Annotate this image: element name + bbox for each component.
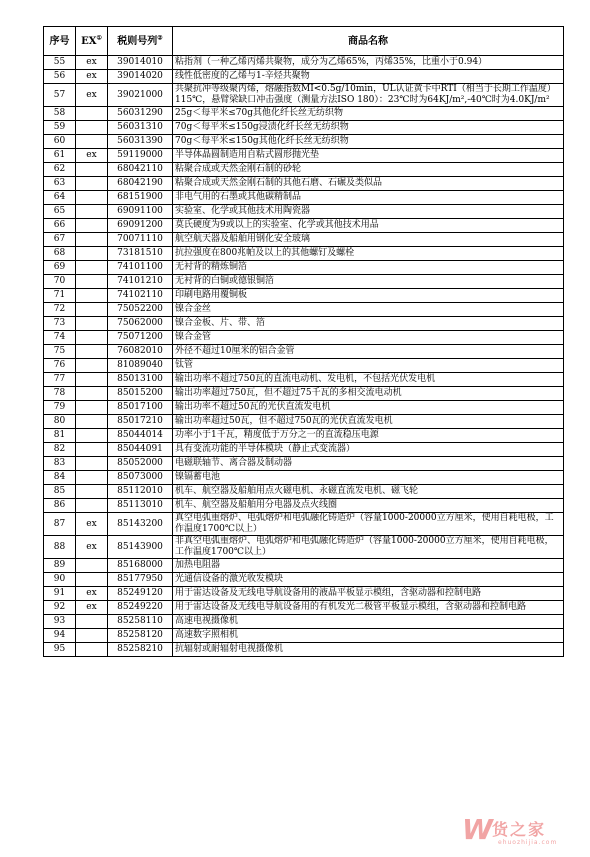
row-name: 无衬背的白铜或德银铜箔 xyxy=(173,275,564,289)
row-ex: ex xyxy=(76,601,108,615)
row-ex: ex xyxy=(76,513,108,536)
row-code: 85015200 xyxy=(108,387,173,401)
row-code: 85258120 xyxy=(108,629,173,643)
row-ex xyxy=(76,499,108,513)
row-seq: 64 xyxy=(44,191,76,205)
table-header-row xyxy=(44,27,564,56)
row-ex xyxy=(76,233,108,247)
row-code: 85249120 xyxy=(108,587,173,601)
row-ex xyxy=(76,261,108,275)
row-code: 39021000 xyxy=(108,84,173,107)
row-seq: 78 xyxy=(44,387,76,401)
row-seq: 72 xyxy=(44,303,76,317)
row-ex xyxy=(76,373,108,387)
row-code: 56031390 xyxy=(108,135,173,149)
row-seq: 63 xyxy=(44,177,76,191)
row-name: 输出功率不超过750瓦的直流电动机、发电机，不包括光伏发电机 xyxy=(173,373,564,387)
table-row xyxy=(44,56,564,70)
table-row xyxy=(44,289,564,303)
row-code: 68042110 xyxy=(108,163,173,177)
row-ex xyxy=(76,191,108,205)
row-seq: 87 xyxy=(44,513,76,536)
row-ex xyxy=(76,121,108,135)
row-ex xyxy=(76,177,108,191)
row-seq: 84 xyxy=(44,471,76,485)
row-code: 85112010 xyxy=(108,485,173,499)
row-seq: 59 xyxy=(44,121,76,135)
row-seq: 88 xyxy=(44,536,76,559)
row-seq: 66 xyxy=(44,219,76,233)
table-row xyxy=(44,429,564,443)
row-code: 68042190 xyxy=(108,177,173,191)
row-ex: ex xyxy=(76,149,108,163)
header-code-footnote: ② xyxy=(157,34,163,42)
row-code: 85073000 xyxy=(108,471,173,485)
watermark-logo xyxy=(462,811,572,851)
row-name: 半导体晶圆制造用自粘式圆形抛光垫 xyxy=(173,149,564,163)
table-row xyxy=(44,587,564,601)
table-row xyxy=(44,629,564,643)
row-code: 69091200 xyxy=(108,219,173,233)
row-code: 85044014 xyxy=(108,429,173,443)
table-row xyxy=(44,401,564,415)
row-ex xyxy=(76,219,108,233)
row-name: 用于雷达设备及无线电导航设备用的有机发光二极管平板显示模组，含驱动器和控制电路 xyxy=(173,601,564,615)
table-row xyxy=(44,149,564,163)
table-row xyxy=(44,135,564,149)
table-row xyxy=(44,331,564,345)
row-name: 70g＜每平米≤150g浸渍化纤长丝无纺织物 xyxy=(173,121,564,135)
row-ex xyxy=(76,429,108,443)
table-row xyxy=(44,485,564,499)
row-name: 70g＜每平米≤150g其他化纤长丝无纺织物 xyxy=(173,135,564,149)
row-ex xyxy=(76,359,108,373)
table-row xyxy=(44,359,564,373)
row-ex xyxy=(76,331,108,345)
row-code: 85168000 xyxy=(108,559,173,573)
row-ex xyxy=(76,135,108,149)
row-name: 电磁联轴节、离合器及制动器 xyxy=(173,457,564,471)
row-name: 25g＜每平米≤70g其他化纤长丝无纺织物 xyxy=(173,107,564,121)
row-code: 74101210 xyxy=(108,275,173,289)
row-ex xyxy=(76,485,108,499)
row-ex xyxy=(76,107,108,121)
row-seq: 83 xyxy=(44,457,76,471)
row-code: 85143200 xyxy=(108,513,173,536)
row-seq: 94 xyxy=(44,629,76,643)
table-row xyxy=(44,303,564,317)
row-seq: 90 xyxy=(44,573,76,587)
table-row xyxy=(44,345,564,359)
row-ex xyxy=(76,275,108,289)
row-ex: ex xyxy=(76,84,108,107)
table-body xyxy=(44,56,564,657)
row-seq: 65 xyxy=(44,205,76,219)
header-seq: 序号 xyxy=(44,27,76,56)
row-ex xyxy=(76,247,108,261)
header-ex: EX① xyxy=(76,27,108,56)
row-seq: 67 xyxy=(44,233,76,247)
row-code: 85017210 xyxy=(108,415,173,429)
row-ex xyxy=(76,615,108,629)
row-seq: 61 xyxy=(44,149,76,163)
row-ex xyxy=(76,205,108,219)
row-name: 实验室、化学或其他技术用陶瓷器 xyxy=(173,205,564,219)
row-seq: 76 xyxy=(44,359,76,373)
row-name: 镍合金板、片、带、箔 xyxy=(173,317,564,331)
watermark-url: ehuozhijia.com xyxy=(498,839,558,846)
header-ex-footnote: ① xyxy=(96,34,102,42)
row-seq: 71 xyxy=(44,289,76,303)
table-row xyxy=(44,471,564,485)
watermark-symbol: W xyxy=(462,813,493,846)
row-ex: ex xyxy=(76,536,108,559)
row-ex xyxy=(76,443,108,457)
row-ex xyxy=(76,457,108,471)
row-name: 具有变流功能的半导体模块（静止式变流器） xyxy=(173,443,564,457)
row-seq: 55 xyxy=(44,56,76,70)
row-ex xyxy=(76,401,108,415)
row-code: 56031290 xyxy=(108,107,173,121)
table-row xyxy=(44,219,564,233)
table-row xyxy=(44,205,564,219)
table-row xyxy=(44,601,564,615)
row-name: 莫氏硬度为9或以上的实验室、化学或其他技术用品 xyxy=(173,219,564,233)
table-row xyxy=(44,177,564,191)
table-row xyxy=(44,107,564,121)
row-code: 75062000 xyxy=(108,317,173,331)
row-seq: 89 xyxy=(44,559,76,573)
row-seq: 68 xyxy=(44,247,76,261)
row-code: 85013100 xyxy=(108,373,173,387)
row-seq: 74 xyxy=(44,331,76,345)
row-code: 74102110 xyxy=(108,289,173,303)
row-ex xyxy=(76,345,108,359)
row-code: 85258110 xyxy=(108,615,173,629)
row-seq: 80 xyxy=(44,415,76,429)
row-name: 非真空电弧重熔炉、电弧熔炉和电弧融化铸造炉（容量1000-20000立方厘米，使用自耗电极，工作温度1700℃以上） xyxy=(173,536,564,559)
table-row xyxy=(44,415,564,429)
table-row xyxy=(44,457,564,471)
row-seq: 60 xyxy=(44,135,76,149)
row-code: 85017100 xyxy=(108,401,173,415)
row-seq: 93 xyxy=(44,615,76,629)
row-seq: 75 xyxy=(44,345,76,359)
table-row xyxy=(44,513,564,536)
row-seq: 57 xyxy=(44,84,76,107)
row-seq: 95 xyxy=(44,643,76,657)
header-code: 税则号列② xyxy=(108,27,173,56)
row-code: 74101100 xyxy=(108,261,173,275)
row-name: 高速电视摄像机 xyxy=(173,615,564,629)
row-seq: 77 xyxy=(44,373,76,387)
table-row xyxy=(44,387,564,401)
row-ex xyxy=(76,289,108,303)
row-ex xyxy=(76,573,108,587)
row-name: 输出功率超过750瓦，但不超过75千瓦的多相交流电动机 xyxy=(173,387,564,401)
row-name: 高速数字照相机 xyxy=(173,629,564,643)
row-code: 75071200 xyxy=(108,331,173,345)
table-row xyxy=(44,443,564,457)
row-name: 机车、航空器及船舶用分电器及点火线圈 xyxy=(173,499,564,513)
row-ex xyxy=(76,643,108,657)
row-seq: 82 xyxy=(44,443,76,457)
table-row xyxy=(44,643,564,657)
row-code: 56031310 xyxy=(108,121,173,135)
row-code: 85143900 xyxy=(108,536,173,559)
row-seq: 81 xyxy=(44,429,76,443)
table-row xyxy=(44,275,564,289)
row-ex: ex xyxy=(76,70,108,84)
row-code: 76082010 xyxy=(108,345,173,359)
row-name: 非电气用的石墨或其他碳精制品 xyxy=(173,191,564,205)
row-code: 85052000 xyxy=(108,457,173,471)
row-code: 69091100 xyxy=(108,205,173,219)
table-row xyxy=(44,573,564,587)
row-code: 68151900 xyxy=(108,191,173,205)
row-seq: 73 xyxy=(44,317,76,331)
row-name: 真空电弧重熔炉、电弧熔炉和电弧融化铸造炉（容量1000-20000立方厘米，使用自耗电极，工作温度1700℃以上） xyxy=(173,513,564,536)
row-name: 抗拉强度在800兆帕及以上的其他螺钉及螺栓 xyxy=(173,247,564,261)
row-name: 粘聚合成或天然金刚石制的其他石磨、石碾及类似品 xyxy=(173,177,564,191)
row-code: 85249220 xyxy=(108,601,173,615)
row-name: 钛管 xyxy=(173,359,564,373)
row-name: 功率小于1千瓦，精度低于万分之一的直流稳压电源 xyxy=(173,429,564,443)
row-ex: ex xyxy=(76,56,108,70)
row-name: 外径不超过10厘米的铝合金管 xyxy=(173,345,564,359)
row-name: 输出功率不超过50瓦的光伏直流发电机 xyxy=(173,401,564,415)
row-code: 39014010 xyxy=(108,56,173,70)
table-row xyxy=(44,615,564,629)
row-seq: 91 xyxy=(44,587,76,601)
table-row xyxy=(44,317,564,331)
row-code: 85258210 xyxy=(108,643,173,657)
row-name: 加热电阻器 xyxy=(173,559,564,573)
row-name: 航空航天器及船舶用钢化安全玻璃 xyxy=(173,233,564,247)
row-seq: 69 xyxy=(44,261,76,275)
row-ex xyxy=(76,317,108,331)
row-name: 机车、航空器及船舶用点火磁电机、永磁直流发电机、磁飞轮 xyxy=(173,485,564,499)
row-ex: ex xyxy=(76,587,108,601)
header-name: 商品名称 xyxy=(173,27,564,56)
table-row xyxy=(44,536,564,559)
table-row xyxy=(44,499,564,513)
row-name: 印刷电路用覆铜板 xyxy=(173,289,564,303)
row-seq: 85 xyxy=(44,485,76,499)
row-name: 镍镉蓄电池 xyxy=(173,471,564,485)
row-name: 输出功率超过50瓦，但不超过750瓦的光伏直流发电机 xyxy=(173,415,564,429)
row-ex xyxy=(76,559,108,573)
row-ex xyxy=(76,471,108,485)
row-name: 共聚抗冲等级聚丙烯，熔融指数MI<0.5g/10min，UL认证黄卡中RTI（相当于长期工作温度）115℃，悬臂梁缺口冲击强度（测量方法ISO 180）：23℃时为64KJ/m²,-40℃时为4.0KJ/m² xyxy=(173,84,564,107)
row-ex xyxy=(76,303,108,317)
row-code: 73181510 xyxy=(108,247,173,261)
tariff-table xyxy=(43,26,564,657)
table-row xyxy=(44,121,564,135)
row-seq: 56 xyxy=(44,70,76,84)
row-ex xyxy=(76,163,108,177)
row-name: 粘指剂（一种乙烯丙烯共聚物，成分为乙烯65%，丙烯35%，比重小于0.94） xyxy=(173,56,564,70)
table-row xyxy=(44,247,564,261)
table-row xyxy=(44,559,564,573)
row-seq: 62 xyxy=(44,163,76,177)
table-row xyxy=(44,163,564,177)
row-code: 70071110 xyxy=(108,233,173,247)
row-code: 85177950 xyxy=(108,573,173,587)
watermark-text: 货之家 xyxy=(492,820,547,839)
row-seq: 86 xyxy=(44,499,76,513)
row-name: 无衬背的精炼铜箔 xyxy=(173,261,564,275)
row-seq: 70 xyxy=(44,275,76,289)
table-row xyxy=(44,373,564,387)
row-code: 85113010 xyxy=(108,499,173,513)
row-code: 59119000 xyxy=(108,149,173,163)
row-name: 线性低密度的乙烯与1-辛烃共聚物 xyxy=(173,70,564,84)
row-name: 粘聚合成或天然金刚石制的砂轮 xyxy=(173,163,564,177)
row-code: 75052200 xyxy=(108,303,173,317)
row-name: 用于雷达设备及无线电导航设备用的液晶平板显示模组，含驱动器和控制电路 xyxy=(173,587,564,601)
row-ex xyxy=(76,629,108,643)
table-row xyxy=(44,261,564,275)
row-code: 39014020 xyxy=(108,70,173,84)
row-seq: 58 xyxy=(44,107,76,121)
row-seq: 92 xyxy=(44,601,76,615)
table-row xyxy=(44,84,564,107)
row-ex xyxy=(76,415,108,429)
row-code: 85044091 xyxy=(108,443,173,457)
table-row xyxy=(44,191,564,205)
row-code: 81089040 xyxy=(108,359,173,373)
row-name: 镍合金丝 xyxy=(173,303,564,317)
row-name: 镍合金管 xyxy=(173,331,564,345)
row-name: 光通信设备的激光收发模块 xyxy=(173,573,564,587)
row-name: 抗辐射或耐辐射电视摄像机 xyxy=(173,643,564,657)
table-row xyxy=(44,70,564,84)
row-seq: 79 xyxy=(44,401,76,415)
row-ex xyxy=(76,387,108,401)
table-row xyxy=(44,233,564,247)
